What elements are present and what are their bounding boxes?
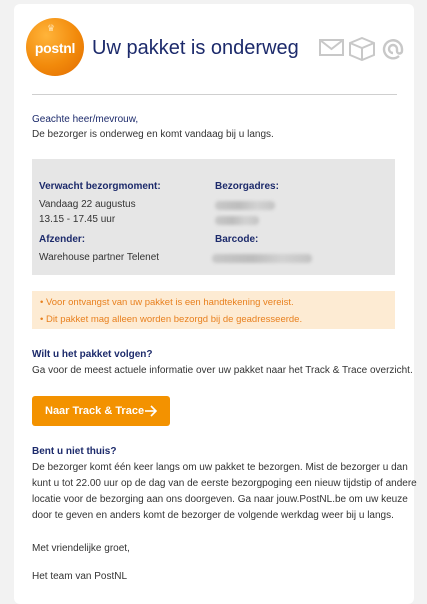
email-header bbox=[14, 4, 414, 84]
closing-regards: Met vriendelijke groet, bbox=[32, 543, 130, 554]
notice-signature-required: • Voor ontvangst van uw pakket is een handtekening vereist. bbox=[40, 297, 294, 308]
postnl-logo bbox=[26, 18, 84, 76]
email-at-icon bbox=[381, 37, 405, 66]
intro-text: De bezorger is onderweg en komt vandaag bij u langs. bbox=[32, 129, 274, 140]
sender-label: Afzender: bbox=[39, 234, 86, 245]
redacted-barcode bbox=[212, 254, 312, 263]
not-home-line-1: De bezorger komt één keer langs om uw pakket te bezorgen. Mist de bezorger u dan bbox=[32, 462, 408, 473]
not-home-line-4: door te geven en anders komt de bezorger de volgende werkdag weer bij u langs. bbox=[32, 510, 394, 521]
not-home-heading: Bent u niet thuis? bbox=[32, 446, 117, 457]
sender-value: Warehouse partner Telenet bbox=[39, 252, 160, 263]
delivery-address-label: Bezorgadres: bbox=[215, 181, 279, 192]
package-icon bbox=[349, 37, 375, 66]
arrow-right-icon bbox=[145, 404, 157, 422]
not-home-line-2: kunt u tot 22.00 uur op de dag van de eerste bezorgpoging een nieuw tijdstip of andere bbox=[32, 478, 417, 489]
crown-icon: ♛ bbox=[47, 23, 56, 33]
greeting: Geachte heer/mevrouw, bbox=[32, 114, 139, 125]
track-trace-button-label: Naar Track & Trace bbox=[45, 405, 145, 417]
barcode-label: Barcode: bbox=[215, 234, 259, 245]
envelope-icon bbox=[319, 37, 345, 62]
header-divider bbox=[32, 94, 397, 95]
expected-delivery-date: Vandaag 22 augustus bbox=[39, 199, 136, 210]
notice-addressee-only: • Dit pakket mag alleen worden bezorgd bij de geadresseerde. bbox=[40, 314, 303, 325]
header-icons bbox=[319, 37, 409, 61]
email-card bbox=[14, 4, 417, 604]
track-heading: Wilt u het pakket volgen? bbox=[32, 349, 153, 360]
notice-box bbox=[32, 291, 395, 329]
delivery-info-box bbox=[32, 159, 395, 275]
logo-text: postnl bbox=[34, 40, 76, 56]
track-trace-button[interactable] bbox=[32, 396, 170, 426]
expected-delivery-label: Verwacht bezorgmoment: bbox=[39, 181, 161, 192]
track-text: Ga voor de meest actuele informatie over uw pakket naar het Track & Trace overzicht. bbox=[32, 365, 413, 376]
redacted-address-line-1 bbox=[215, 201, 275, 210]
expected-delivery-time: 13.15 - 17.45 uur bbox=[39, 214, 116, 225]
not-home-line-3: locatie voor de bezorging aan ons doorgeven. Ga naar jouw.PostNL.be om uw keuze bbox=[32, 494, 408, 505]
closing-signature: Het team van PostNL bbox=[32, 571, 128, 582]
redacted-address-line-2 bbox=[215, 216, 259, 225]
page-title: Uw pakket is onderweg bbox=[92, 37, 299, 59]
